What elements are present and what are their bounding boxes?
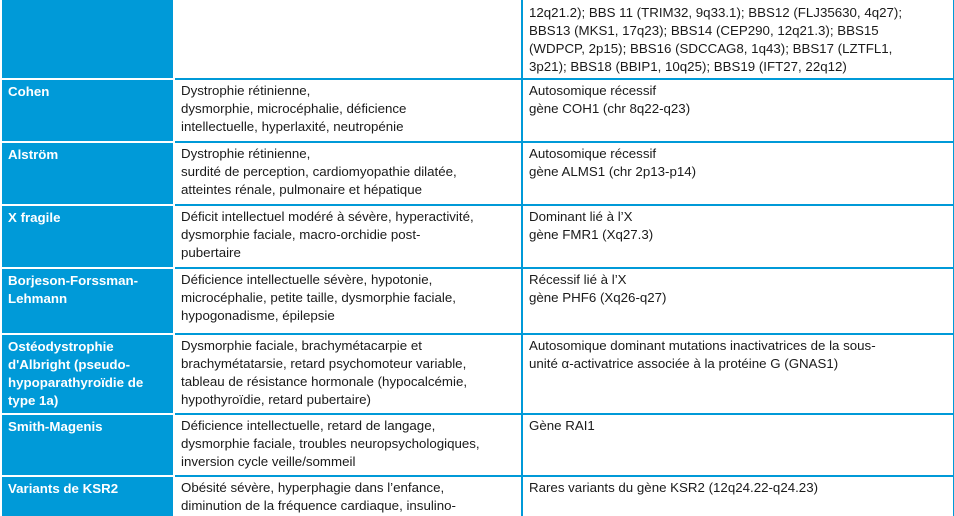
genetics-line: Récessif lié à l’X bbox=[529, 272, 627, 287]
syndrome-name-cell bbox=[2, 268, 174, 334]
feature-line: hypogonadisme, épilepsie bbox=[181, 308, 335, 323]
clinical-features-cell bbox=[174, 142, 522, 205]
syndrome-name: X fragile bbox=[8, 210, 61, 225]
syndrome-name-cell bbox=[2, 414, 174, 476]
syndrome-name-line: hypoparathyroïdie de bbox=[8, 375, 144, 390]
genetics-line: (WDPCP, 2p15); BBS16 (SDCCAG8, 1q43); BBS17 (LZTFL1, bbox=[529, 41, 893, 56]
feature-line: hypothyroïdie, retard pubertaire) bbox=[181, 392, 371, 407]
genetics-cell bbox=[522, 142, 954, 205]
genetics-line: BBS13 (MKS1, 17q23); BBS14 (CEP290, 12q21.3); BBS15 bbox=[529, 23, 879, 38]
feature-line: Déficit intellectuel modéré à sévère, hyperactivité, bbox=[181, 209, 474, 224]
genetics-line: Autosomique récessif bbox=[529, 83, 657, 98]
genetics-cell bbox=[522, 334, 954, 414]
genetics-line: gène PHF6 (Xq26-q27) bbox=[529, 290, 667, 305]
clinical-features-cell bbox=[174, 79, 522, 142]
syndrome-name-cell bbox=[2, 205, 174, 268]
genetics-cell bbox=[522, 79, 954, 142]
feature-line: surdité de perception, cardiomyopathie dilatée, bbox=[181, 164, 457, 179]
genetics-line: 3p21); BBS18 (BBIP1, 10q25); BBS19 (IFT27, 22q12) bbox=[529, 59, 847, 74]
table-row bbox=[2, 142, 954, 205]
table-row bbox=[2, 334, 954, 414]
genetics-line: Autosomique récessif bbox=[529, 146, 657, 161]
feature-line: dysmorphie, microcéphalie, déficience bbox=[181, 101, 407, 116]
clinical-features-cell bbox=[174, 268, 522, 334]
table-row bbox=[2, 414, 954, 476]
syndrome-name: Cohen bbox=[8, 84, 50, 99]
genetics-line: Gène RAI1 bbox=[529, 418, 595, 433]
feature-line: diminution de la fréquence cardiaque, insulino- bbox=[181, 498, 456, 513]
feature-line: Déficience intellectuelle, retard de langage, bbox=[181, 418, 436, 433]
feature-line: Dystrophie rétinienne, bbox=[181, 146, 311, 161]
table-row bbox=[2, 79, 954, 142]
genetics-line: gène COH1 (chr 8q22-q23) bbox=[529, 101, 691, 116]
genetics-cell bbox=[522, 268, 954, 334]
clinical-features-cell bbox=[174, 476, 522, 516]
feature-line: Déficience intellectuelle sévère, hypotonie, bbox=[181, 272, 433, 287]
genetics-line: gène ALMS1 (chr 2p13-p14) bbox=[529, 164, 697, 179]
genetics-line: Dominant lié à l’X bbox=[529, 209, 633, 224]
table-body bbox=[2, 0, 954, 516]
syndrome-name: Alström bbox=[8, 147, 59, 162]
genetics-line: Rares variants du gène KSR2 (12q24.22-q24.23) bbox=[529, 480, 819, 495]
feature-line: pubertaire bbox=[181, 245, 241, 260]
syndrome-name-line: type 1a) bbox=[8, 393, 59, 408]
syndrome-name-cell bbox=[2, 476, 174, 516]
table-row bbox=[2, 205, 954, 268]
genetics-cell bbox=[522, 205, 954, 268]
genetics-line: gène FMR1 (Xq27.3) bbox=[529, 227, 654, 242]
syndrome-name-cell bbox=[2, 0, 174, 79]
clinical-features-cell bbox=[174, 0, 522, 79]
syndrome-name: Smith-Magenis bbox=[8, 419, 103, 434]
feature-line: atteintes rénale, pulmonaire et hépatique bbox=[181, 182, 422, 197]
table-row bbox=[2, 268, 954, 334]
feature-line: inversion cycle veille/sommeil bbox=[181, 454, 356, 469]
table-row bbox=[2, 0, 954, 79]
genetics-cell bbox=[522, 0, 954, 79]
syndrome-name-line: Lehmann bbox=[8, 291, 68, 306]
genetics-cell bbox=[522, 414, 954, 476]
syndrome-table bbox=[2, 0, 954, 516]
genetics-line: Autosomique dominant mutations inactivatrices de la sous- bbox=[529, 338, 876, 353]
feature-line: intellectuelle, hyperlaxité, neutropénie bbox=[181, 119, 404, 134]
genetics-line: 12q21.2); BBS 11 (TRIM32, 9q33.1); BBS12 (FLJ35630, 4q27); bbox=[529, 5, 903, 20]
genetics-line: unité α-activatrice associée à la protéine G (GNAS1) bbox=[529, 356, 839, 371]
syndrome-name-cell bbox=[2, 334, 174, 414]
feature-line: Obésité sévère, hyperphagie dans l’enfance, bbox=[181, 480, 445, 495]
syndrome-name-cell bbox=[2, 142, 174, 205]
feature-line: microcéphalie, petite taille, dysmorphie faciale, bbox=[181, 290, 456, 305]
feature-line: brachymétatarsie, retard psychomoteur variable, bbox=[181, 356, 467, 371]
feature-line: Dystrophie rétinienne, bbox=[181, 83, 311, 98]
clinical-features-cell bbox=[174, 205, 522, 268]
syndrome-name-cell bbox=[2, 79, 174, 142]
clinical-features-cell bbox=[174, 334, 522, 414]
feature-line: dysmorphie faciale, macro-orchidie post- bbox=[181, 227, 421, 242]
feature-line: tableau de résistance hormonale (hypocalcémie, bbox=[181, 374, 468, 389]
syndrome-name-line: Ostéodystrophie bbox=[8, 339, 114, 354]
feature-line: Dysmorphie faciale, brachymétacarpie et bbox=[181, 338, 422, 353]
syndrome-name: Variants de KSR2 bbox=[8, 481, 119, 496]
feature-line: dysmorphie faciale, troubles neuropsychologiques, bbox=[181, 436, 480, 451]
syndrome-name-line: d'Albright (pseudo- bbox=[8, 357, 131, 372]
table-row bbox=[2, 476, 954, 516]
syndrome-name-line: Borjeson-Forssman- bbox=[8, 273, 139, 288]
genetics-cell bbox=[522, 476, 954, 516]
clinical-features-cell bbox=[174, 414, 522, 476]
